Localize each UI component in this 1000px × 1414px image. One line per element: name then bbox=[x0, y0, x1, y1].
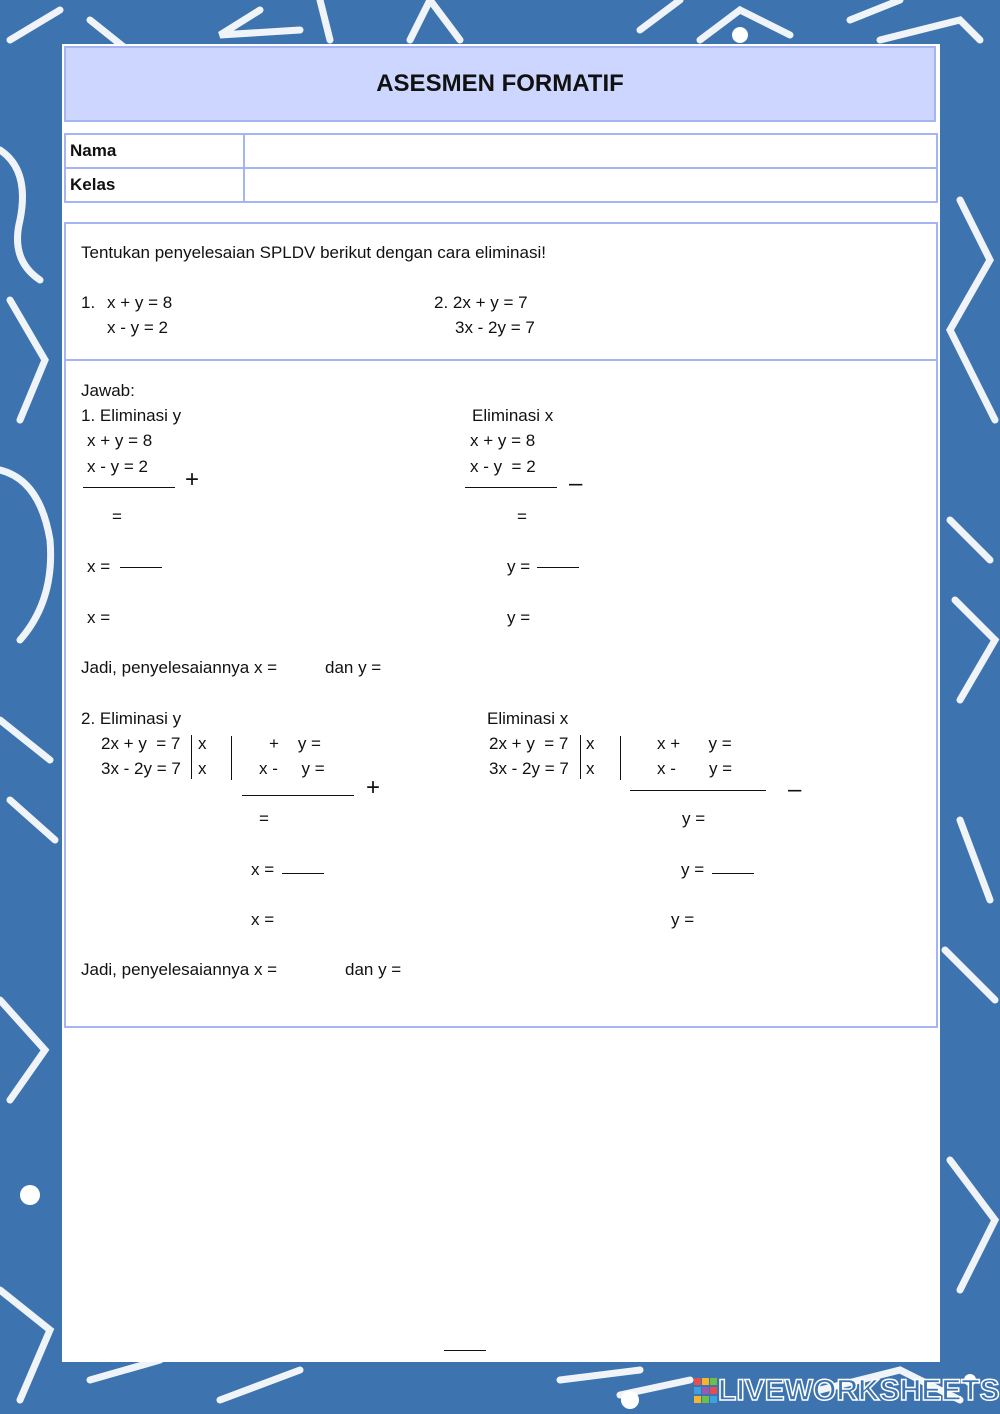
a2-right-multiplier-1: x bbox=[586, 734, 595, 753]
a1-left-equals: = bbox=[112, 507, 122, 526]
a2-right-y-label: y = bbox=[682, 809, 706, 828]
liveworksheets-grid-icon bbox=[694, 1378, 718, 1404]
a1-left-heading: 1. Eliminasi y bbox=[81, 406, 182, 425]
a1-left-x-result-label: x = bbox=[87, 608, 111, 627]
kelas-label: Kelas bbox=[65, 168, 244, 202]
a1-left-fraction-line bbox=[120, 567, 162, 568]
problem-2-equation-2: 3x - 2y = 7 bbox=[455, 318, 535, 337]
a1-right-y-result-label: y = bbox=[507, 608, 531, 627]
a1-right-equation-1: x + y = 8 bbox=[470, 431, 536, 450]
a1-conclusion-y: dan y = bbox=[325, 658, 382, 677]
a1-right-minus-operator: – bbox=[569, 470, 583, 497]
a1-right-equation-2: x - y = 2 bbox=[470, 457, 536, 476]
jawab-label: Jawab: bbox=[81, 381, 135, 400]
a2-left-equation-1: 2x + y = 7 bbox=[101, 734, 181, 753]
a1-right-y-fraction-label: y = bbox=[507, 557, 531, 576]
a2-right-minus-operator: – bbox=[788, 776, 802, 803]
a2-right-result-2: x - y = bbox=[657, 759, 733, 778]
a2-right-y-fraction-label: y = bbox=[681, 860, 705, 879]
a1-left-equation-2: x - y = 2 bbox=[87, 457, 148, 476]
a1-right-equals: = bbox=[517, 507, 527, 526]
a2-conclusion-y: dan y = bbox=[345, 960, 402, 979]
a2-right-equation-2: 3x - 2y = 7 bbox=[489, 759, 569, 778]
a2-left-x-fraction-label: x = bbox=[251, 860, 275, 879]
a1-conclusion-x: Jadi, penyelesaiannya x = bbox=[81, 658, 278, 677]
question-answer-box bbox=[64, 222, 938, 1028]
a2-right-multiplier-2: x bbox=[586, 759, 595, 778]
a2-right-fraction-line bbox=[712, 873, 754, 874]
kelas-input[interactable] bbox=[244, 168, 937, 202]
a1-left-plus-operator: + bbox=[185, 466, 200, 493]
a1-left-sum-line bbox=[83, 487, 175, 488]
page-title: ASESMEN FORMATIF bbox=[64, 46, 936, 122]
a2-left-result-1: + y = bbox=[269, 734, 321, 753]
a2-left-multiplier-2: x bbox=[198, 759, 207, 778]
a2-left-sum-line bbox=[242, 795, 354, 796]
nama-label: Nama bbox=[65, 134, 244, 168]
section-divider bbox=[64, 359, 938, 361]
a2-right-equation-1: 2x + y = 7 bbox=[489, 734, 569, 753]
a1-left-equation-1: x + y = 8 bbox=[87, 431, 153, 450]
a2-left-result-2: x - y = bbox=[259, 759, 325, 778]
a2-left-equals: = bbox=[259, 809, 269, 828]
a2-left-x-result-label: x = bbox=[251, 910, 275, 929]
liveworksheets-logo bbox=[694, 1374, 1000, 1408]
a1-right-heading: Eliminasi x bbox=[472, 406, 554, 425]
a1-right-fraction-line bbox=[537, 567, 579, 568]
problem-1-equation-1: x + y = 8 bbox=[107, 293, 173, 312]
a2-right-difference-line bbox=[630, 790, 766, 791]
footer-line bbox=[444, 1350, 486, 1351]
a2-right-result-bar bbox=[620, 736, 621, 780]
problem-2-equation-1: 2. 2x + y = 7 bbox=[434, 293, 528, 312]
a2-right-multiplier-bar bbox=[580, 735, 581, 779]
a2-left-heading: 2. Eliminasi y bbox=[81, 709, 182, 728]
problem-1-number: 1. bbox=[81, 293, 96, 312]
liveworksheets-brand-text: LIVEWORKSHEETS bbox=[718, 1374, 1000, 1407]
a2-left-multiplier-1: x bbox=[198, 734, 207, 753]
a1-left-x-fraction-label: x = bbox=[87, 557, 111, 576]
identity-table bbox=[64, 133, 938, 203]
a2-right-y-result-label: y = bbox=[671, 910, 695, 929]
problem-1-equation-2: x - y = 2 bbox=[107, 318, 168, 337]
a1-right-difference-line bbox=[465, 487, 557, 488]
a2-left-equation-2: 3x - 2y = 7 bbox=[101, 759, 181, 778]
a2-left-multiplier-bar bbox=[191, 735, 192, 779]
a2-left-fraction-line bbox=[282, 873, 324, 874]
a2-right-heading: Eliminasi x bbox=[487, 709, 569, 728]
nama-input[interactable] bbox=[244, 134, 937, 168]
a2-conclusion-x: Jadi, penyelesaiannya x = bbox=[81, 960, 278, 979]
a2-left-result-bar bbox=[231, 736, 232, 780]
instruction-text: Tentukan penyelesaian SPLDV berikut dengan cara eliminasi! bbox=[81, 243, 546, 262]
a2-left-plus-operator: + bbox=[366, 774, 381, 801]
a2-right-result-1: x + y = bbox=[657, 734, 732, 753]
